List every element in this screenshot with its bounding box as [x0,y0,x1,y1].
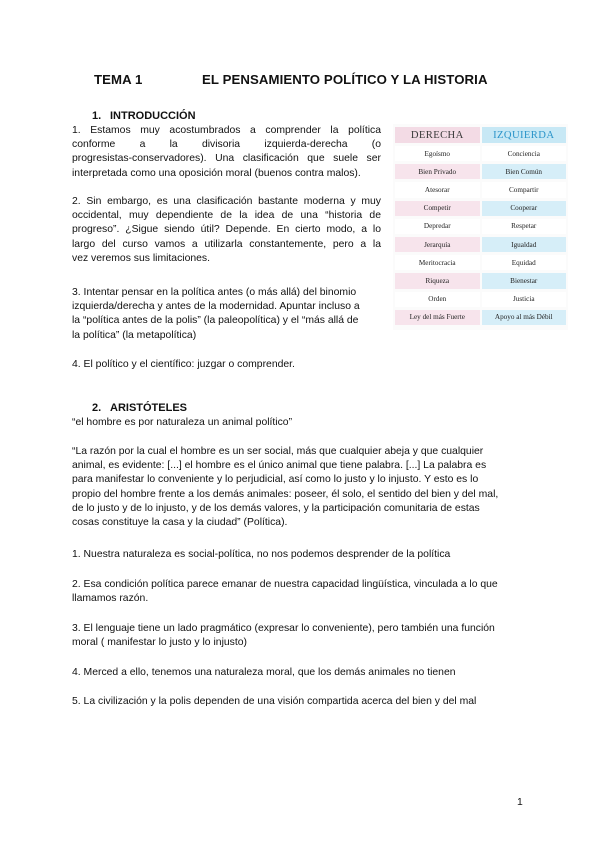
table-header-izquierda: IZQUIERDA [482,127,567,143]
table-row: Egoísmo Conciencia [395,146,566,161]
point-1: 1. Nuestra naturaleza es social-política, no nos podemos desprender de la política [72,549,451,560]
paragraph-2: 2. Sin embargo, es una clasificación bastante moderna y muy occidental, muy dependiente de la idea de una “historia de progreso”. ¿Sigue siendo útil? Depende. En cierto modo, a lo largo del curso vamos a utilizarla constantemente, pero a la vez veremos sus limitaciones. [72,196,381,264]
page-number: 1 [517,797,523,808]
table-row: Bien Privado Bien Común [395,164,566,179]
point-4: 4. Merced a ello, tenemos una naturaleza moral, que los demás animales no tienen [72,667,456,678]
point-2: 2. Esa condición política parece emanar de nuestra capacidad lingüística, vinculada a lo que llamamos razón. [72,579,498,605]
aristotle-quote: “La razón por la cual el hombre es un ser social, más que cualquier abeja y que cualquier animal, es evidente: [...] el hombre es el único animal que tiene palabra. [...] La palabra es para manifestar lo conveniente y lo perjudicial, así como lo justo y lo injusto. Y esto es lo propio del hombre frente a los demás animales: poseer, él solo, el sentido del bien y del mal, de lo justo y de lo injusto, y de los demás valores, y la participación comunitaria de estas cosas constituye la casa y la ciudad” (Política). [72,446,499,529]
section2-subtitle: “el hombre es por naturaleza un animal político” [72,417,293,428]
point-5: 5. La civilización y la polis dependen de una visión compartida acerca del bien y del mal [72,696,477,707]
table-header-derecha: DERECHA [395,127,480,143]
table-row: Ley del más Fuerte Apoyo al más Débil [395,310,566,325]
table-row: Competir Cooperar [395,201,566,216]
section-heading-introduccion: 1. INTRODUCCIÓN [92,110,196,122]
table-row: Depredar Respetar [395,219,566,234]
paragraph-4: 4. El político y el científico: juzgar o comprender. [72,359,295,370]
tema-label: TEMA 1 [94,72,143,87]
tema-title: EL PENSAMIENTO POLÍTICO Y LA HISTORIA [202,72,488,87]
table-row: Riqueza Bienestar [395,273,566,288]
paragraph-3: 3. Intentar pensar en la política antes (o más allá) del binomio izquierda/derecha y antes de la modernidad. Apuntar incluso a la “política antes de la polis” (la paleopolítica) y el “más allá de la política” (la metapolítica) [72,287,360,341]
table-row: Orden Justicia [395,292,566,307]
table-row: Meritocracia Equidad [395,255,566,270]
table-row: Jerarquía Igualdad [395,237,566,252]
table-row: Atesorar Compartir [395,182,566,197]
section-heading-aristoteles: 2. ARISTÓTELES [92,402,188,414]
left-right-comparison-table [393,124,568,330]
paragraph-1: 1. Estamos muy acostumbrados a comprender la política conforme a la divisoria izquierda-derecha (o progresistas-conservadores). Una clasificación que suele ser interpretada como una oposición moral (buenos contra malos). [72,125,381,179]
document-title [94,72,488,87]
point-3: 3. El lenguaje tiene un lado pragmático (expresar lo conveniente), pero también una función moral ( manifestar lo justo y lo injusto) [72,623,495,649]
